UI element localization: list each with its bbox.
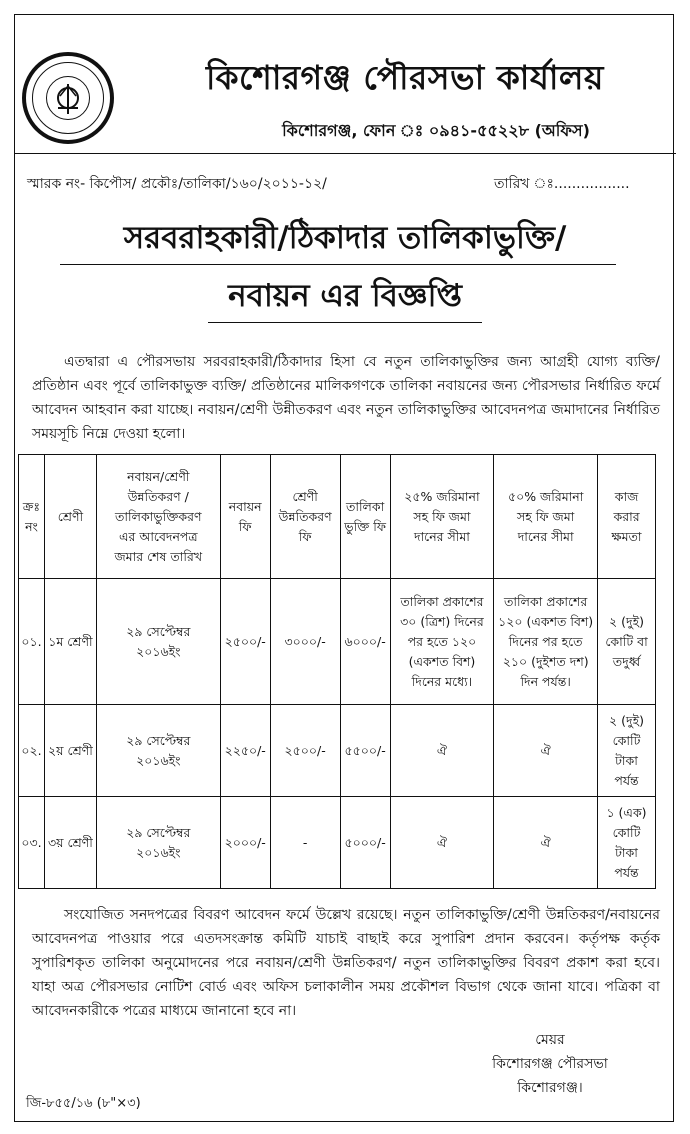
header-renewal-fee: নবায়ন ফি: [220, 455, 270, 579]
intro-paragraph: এতদ্বারা এ পৌরসভায় সরবরাহকারী/ঠিকাদার হিসা বে নতুন তালিকাভুক্তির জন্য আগ্রহী যোগ্য ব্যক্তি/প্রতিষ্ঠান এবং পূর্বে তালিকাভুক্ত ব্যক্তি/ প্রতিষ্ঠানের মালিকগণকে তালিকা নবায়নের জন্য পৌরসভার নির্ধারিত ফর্মে আবেদন আহবান করা যাচ্ছে। নবায়ন/শ্রেণী উন্নীতকরণ এবং নতুন তালিকাভুক্তির আবেদনপত্র জমাদানের নির্ধারিত সময়সূচি নিম্নে দেওয়া হলো।: [32, 354, 660, 442]
cell-upgrade-fee: ৩০০০/-: [270, 579, 340, 705]
cell-serial: ০৩.: [19, 797, 45, 889]
cell-50pct-fine: ঐ: [494, 705, 598, 797]
header-50pct-fine: ৫০% জরিমানা সহ ফি জমা দানের সীমা: [494, 455, 598, 579]
title-underline-2: [208, 322, 482, 323]
cell-upgrade-fee: ২৫০০/-: [270, 705, 340, 797]
notice-title-line2: নবায়ন এর বিজ্ঞপ্তি: [228, 278, 462, 314]
table-header-row: [19, 455, 656, 579]
cell-deadline: ২৯ সেপ্টেম্বর ২০১৬ইং: [96, 797, 220, 889]
cell-class: ১ম শ্রেণী: [44, 579, 96, 705]
cell-capacity: ২ (দুই) কোটি বা তদুর্ধ্ব: [598, 579, 656, 705]
memo-reference: স্মারক নং- কিপৌস/ প্রকৌঃ/তালিকা/১৬০/২০১১-১২/: [27, 176, 327, 192]
cell-capacity: ২ (দুই) কোটি টাকা পর্যন্ত: [598, 705, 656, 797]
cell-enlistment-fee: ৫০০০/-: [340, 797, 390, 889]
signature-title: মেয়র: [535, 1032, 565, 1048]
cell-50pct-fine: তালিকা প্রকাশের ১২০ (একশত বিশ) দিনের পর হতে ২১০ (দুইশত দশ) দিন পর্যন্ত।: [494, 579, 598, 705]
cell-class: ৩য় শ্রেণী: [44, 797, 96, 889]
cell-capacity: ১ (এক) কোটি টাকা পর্যন্ত: [598, 797, 656, 889]
signature-location: কিশোরগঞ্জ।: [517, 1080, 583, 1096]
cell-25pct-fine: ঐ: [390, 797, 494, 889]
signature-office: কিশোরগঞ্জ পৌরসভা: [492, 1056, 608, 1072]
header-upgrade-fee: শ্রেণী উন্নতিকরণ ফি: [270, 455, 340, 579]
table-row: [19, 705, 656, 797]
cell-enlistment-fee: ৬০০০/-: [340, 579, 390, 705]
header-serial: ক্রঃ নং: [19, 455, 45, 579]
header-divider: [14, 153, 676, 154]
header-deadline: নবায়ন/শ্রেণী উন্নতিকরণ / তালিকাভুক্তিকরণ এর আবেদনপত্র জমার শেষ তারিখ: [96, 455, 220, 579]
cell-deadline: ২৯ সেপ্টেম্বর ২০১৬ইং: [96, 579, 220, 705]
cell-upgrade-fee: -: [270, 797, 340, 889]
header-class: শ্রেণী: [44, 455, 96, 579]
table-row: [19, 579, 656, 705]
title-underline-1: [60, 264, 616, 265]
cell-serial: ০২.: [19, 705, 45, 797]
closing-paragraph: সংযোজিত সনদপত্রের বিবরণ আবেদন ফর্মে উল্লেখ রয়েছে। নতুন তালিকাভুক্তি/শ্রেণী উন্নতিকরণ/নবায়নের আবেদনপত্র পাওয়ার পরে এতদসংক্রান্ত কমিটি যাচাই বাছাই করে সুপারিশ প্রদান করবেন। কর্তৃপক্ষ কর্তৃক সুপারিশকৃত তালিকা অনুমোদনের পরে নবায়ন/শ্রেণী উন্নতিকরণ/ নতুন তালিকাভুক্তির বিবরণ প্রকাশ করা হবে। যাহা অত্র পৌরসভার নোটিশ বোর্ড এবং অফিস চলাকালীন সময় প্রকৌশল বিভাগ থেকে জানা যাবে। পত্রিকা বা আবেদনকারীকে পত্রের মাধ্যমে জানানো হবে না।: [32, 907, 660, 1019]
footer-code: জি-৮৫৫/১৬ (৮"×৩): [26, 1096, 141, 1111]
cell-deadline: ২৯ সেপ্টেম্বর ২০১৬ইং: [96, 705, 220, 797]
cell-serial: ০১.: [19, 579, 45, 705]
memo-date: তারিখ ঃ.................: [494, 176, 630, 192]
cell-class: ২য় শ্রেণী: [44, 705, 96, 797]
municipality-seal-icon: [22, 52, 114, 144]
cell-renewal-fee: ২২৫০/-: [220, 705, 270, 797]
office-title: কিশোরগঞ্জ পৌরসভা কার্যালয়: [206, 58, 604, 97]
cell-50pct-fine: ঐ: [494, 797, 598, 889]
table-row: [19, 797, 656, 889]
notice-title-line1: সরবরাহকারী/ঠিকাদার তালিকাভুক্তি/: [123, 220, 567, 256]
header-enlistment-fee: তালিকা ভুক্তি ফি: [340, 455, 390, 579]
cell-25pct-fine: তালিকা প্রকাশের ৩০ (ত্রিশ) দিনের পর হতে ১২০ (একশত বিশ) দিনের মধ্যে।: [390, 579, 494, 705]
office-contact: কিশোরগঞ্জ, ফোন ঃ ০৯৪১-৫৫২২৮ (অফিস): [282, 121, 590, 140]
cell-25pct-fine: ঐ: [390, 705, 494, 797]
schedule-table: [18, 454, 656, 889]
header-25pct-fine: ২৫% জরিমানা সহ ফি জমা দানের সীমা: [390, 455, 494, 579]
cell-enlistment-fee: ৫৫০০/-: [340, 705, 390, 797]
header-capacity: কাজ করার ক্ষমতা: [598, 455, 656, 579]
cell-renewal-fee: ২০০০/-: [220, 797, 270, 889]
cell-renewal-fee: ২৫০০/-: [220, 579, 270, 705]
